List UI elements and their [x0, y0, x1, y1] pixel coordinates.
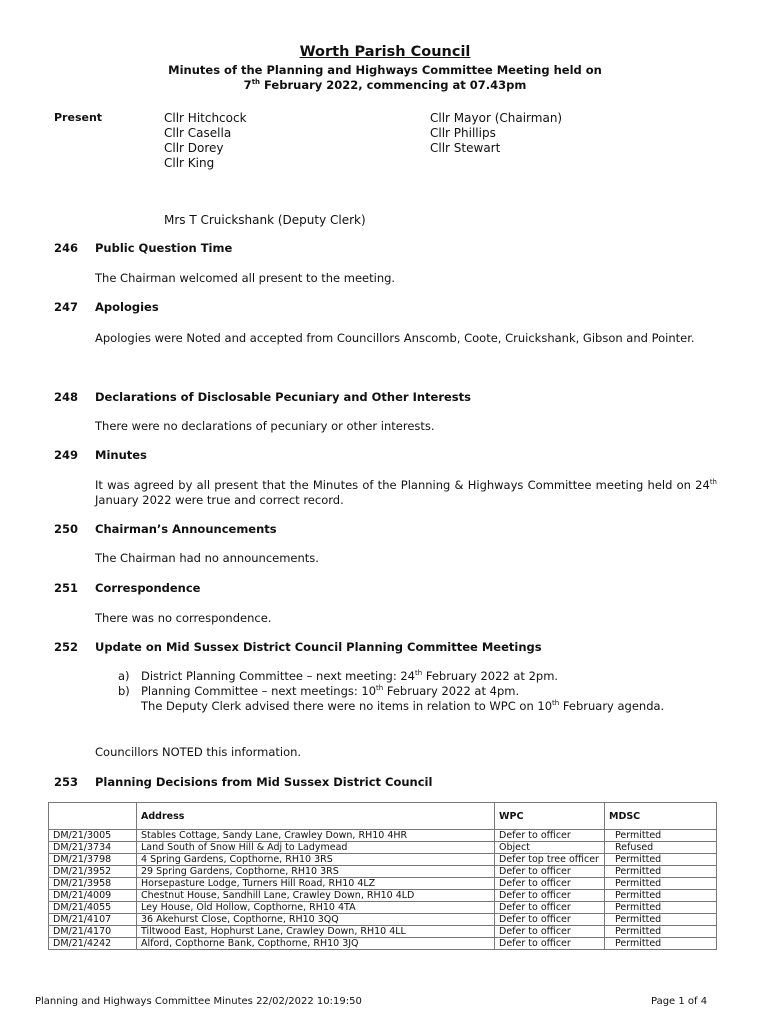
- meeting-subtitle-line2: 7th February 2022, commencing at 07.43pm: [243, 78, 527, 92]
- table-row: [49, 842, 717, 854]
- item-number-250: 250: [54, 522, 79, 536]
- item-heading-247: Apologies: [95, 300, 159, 314]
- address: Chestnut House, Sandhill Lane, Crawley Down, RH10 4LD: [137, 890, 495, 902]
- table-row: [49, 866, 717, 878]
- planning-decisions-table: [48, 802, 717, 950]
- attendee: Cllr Phillips: [430, 126, 496, 140]
- item-body-247: Apologies were Noted and accepted from Councillors Anscomb, Coote, Cruickshank, Gibson and Pointer.: [95, 331, 695, 345]
- table-row: [49, 926, 717, 938]
- address: Land South of Snow Hill & Adj to Ladymead: [137, 842, 495, 854]
- wpc-decision: Defer to officer: [495, 878, 605, 890]
- mdsc-decision: Permitted: [605, 866, 717, 878]
- attendee: Cllr Mayor (Chairman): [430, 111, 563, 125]
- item-number-251: 251: [54, 581, 79, 595]
- item-body-246: The Chairman welcomed all present to the meeting.: [95, 271, 396, 285]
- mdsc-decision: Refused: [605, 842, 717, 854]
- attendee: Cllr Casella: [164, 126, 232, 140]
- application-ref: DM/21/4055: [49, 902, 137, 914]
- table-header-row: [49, 803, 717, 830]
- mdsc-decision: Permitted: [605, 878, 717, 890]
- item-body-250: The Chairman had no announcements.: [95, 551, 319, 565]
- item-heading-249: Minutes: [95, 448, 147, 462]
- application-ref: DM/21/4242: [49, 938, 137, 950]
- meeting-subtitle-line1: Minutes of the Planning and Highways Committee Meeting held on: [168, 63, 602, 77]
- item-number-246: 246: [54, 241, 79, 255]
- mdsc-decision: Permitted: [605, 938, 717, 950]
- item-heading-248: Declarations of Disclosable Pecuniary and Other Interests: [95, 390, 471, 404]
- item-heading-246: Public Question Time: [95, 241, 233, 255]
- wpc-decision: Defer to officer: [495, 938, 605, 950]
- column-header-ref: [49, 803, 137, 830]
- address: Tiltwood East, Hophurst Lane, Crawley Down, RH10 4LL: [137, 926, 495, 938]
- item-heading-250: Chairman’s Announcements: [95, 522, 277, 536]
- item-number-247: 247: [54, 300, 79, 314]
- deputy-clerk: Mrs T Cruickshank (Deputy Clerk): [164, 213, 366, 227]
- item-number-253: 253: [54, 775, 79, 789]
- list-item: a) District Planning Committee – next meeting: 24th February 2022 at 2pm.: [118, 669, 559, 683]
- table-row: [49, 938, 717, 950]
- table-row: [49, 854, 717, 866]
- application-ref: DM/21/4170: [49, 926, 137, 938]
- item-heading-253: Planning Decisions from Mid Sussex District Council: [95, 775, 433, 789]
- table-row: [49, 914, 717, 926]
- application-ref: DM/21/4107: [49, 914, 137, 926]
- deputy-clerk-note: The Deputy Clerk advised there were no items in relation to WPC on 10th February agenda.: [141, 699, 665, 713]
- table-row: [49, 878, 717, 890]
- wpc-decision: Defer to officer: [495, 890, 605, 902]
- document-title: Worth Parish Council: [299, 44, 471, 60]
- item-heading-251: Correspondence: [95, 581, 201, 595]
- address: 4 Spring Gardens, Copthorne, RH10 3RS: [137, 854, 495, 866]
- wpc-decision: Defer to officer: [495, 926, 605, 938]
- wpc-decision: Defer to officer: [495, 830, 605, 842]
- item-number-248: 248: [54, 390, 79, 404]
- column-header-address: Address: [137, 803, 495, 830]
- mdsc-decision: Permitted: [605, 902, 717, 914]
- address: 29 Spring Gardens, Copthorne, RH10 3RS: [137, 866, 495, 878]
- present-list-right: [430, 111, 562, 156]
- address: Ley House, Old Hollow, Copthorne, RH10 4TA: [137, 902, 495, 914]
- mdsc-decision: Permitted: [605, 926, 717, 938]
- application-ref: DM/21/3798: [49, 854, 137, 866]
- application-ref: DM/21/3734: [49, 842, 137, 854]
- address: 36 Akehurst Close, Copthorne, RH10 3QQ: [137, 914, 495, 926]
- table-row: [49, 830, 717, 842]
- wpc-decision: Defer to officer: [495, 902, 605, 914]
- item-number-252: 252: [54, 640, 79, 654]
- column-header-mdsc: MDSC: [605, 803, 717, 830]
- application-ref: DM/21/3005: [49, 830, 137, 842]
- mdsc-decision: Permitted: [605, 854, 717, 866]
- attendee: Cllr Hitchcock: [164, 111, 247, 125]
- footer-page-number: Page 1 of 4: [651, 996, 708, 1007]
- wpc-decision: Defer to officer: [495, 866, 605, 878]
- column-header-wpc: WPC: [495, 803, 605, 830]
- wpc-decision: Defer top tree officer: [495, 854, 605, 866]
- wpc-decision: Defer to officer: [495, 914, 605, 926]
- mdsc-decision: Permitted: [605, 914, 717, 926]
- application-ref: DM/21/4009: [49, 890, 137, 902]
- mdsc-decision: Permitted: [605, 890, 717, 902]
- application-ref: DM/21/3952: [49, 866, 137, 878]
- address: Horsepasture Lodge, Turners Hill Road, RH10 4LZ: [137, 878, 495, 890]
- item-body-248: There were no declarations of pecuniary or other interests.: [95, 419, 435, 433]
- table-row: [49, 890, 717, 902]
- item-body-249: It was agreed by all present that the Minutes of the Planning & Highways Committee meeting held on 24th January 2022 were true and correct record.: [95, 478, 717, 507]
- councillors-noted: Councillors NOTED this information.: [95, 745, 302, 759]
- item-number-249: 249: [54, 448, 79, 462]
- item-body-251: There was no correspondence.: [95, 611, 272, 625]
- attendee: Cllr King: [164, 156, 215, 170]
- present-label: Present: [54, 111, 103, 124]
- list-item: b) Planning Committee – next meetings: 10th February 2022 at 4pm.: [118, 684, 520, 698]
- present-list-left: [164, 111, 247, 171]
- address: Alford, Copthorne Bank, Copthorne, RH10 3JQ: [137, 938, 495, 950]
- table-row: [49, 902, 717, 914]
- application-ref: DM/21/3958: [49, 878, 137, 890]
- attendee: Cllr Stewart: [430, 141, 501, 155]
- footer-document-info: Planning and Highways Committee Minutes 22/02/2022 10:19:50: [35, 996, 362, 1007]
- attendee: Cllr Dorey: [164, 141, 224, 155]
- wpc-decision: Object: [495, 842, 605, 854]
- mdsc-decision: Permitted: [605, 830, 717, 842]
- item-heading-252: Update on Mid Sussex District Council Planning Committee Meetings: [95, 640, 542, 654]
- committee-meetings-list: [118, 669, 717, 714]
- address: Stables Cottage, Sandy Lane, Crawley Down, RH10 4HR: [137, 830, 495, 842]
